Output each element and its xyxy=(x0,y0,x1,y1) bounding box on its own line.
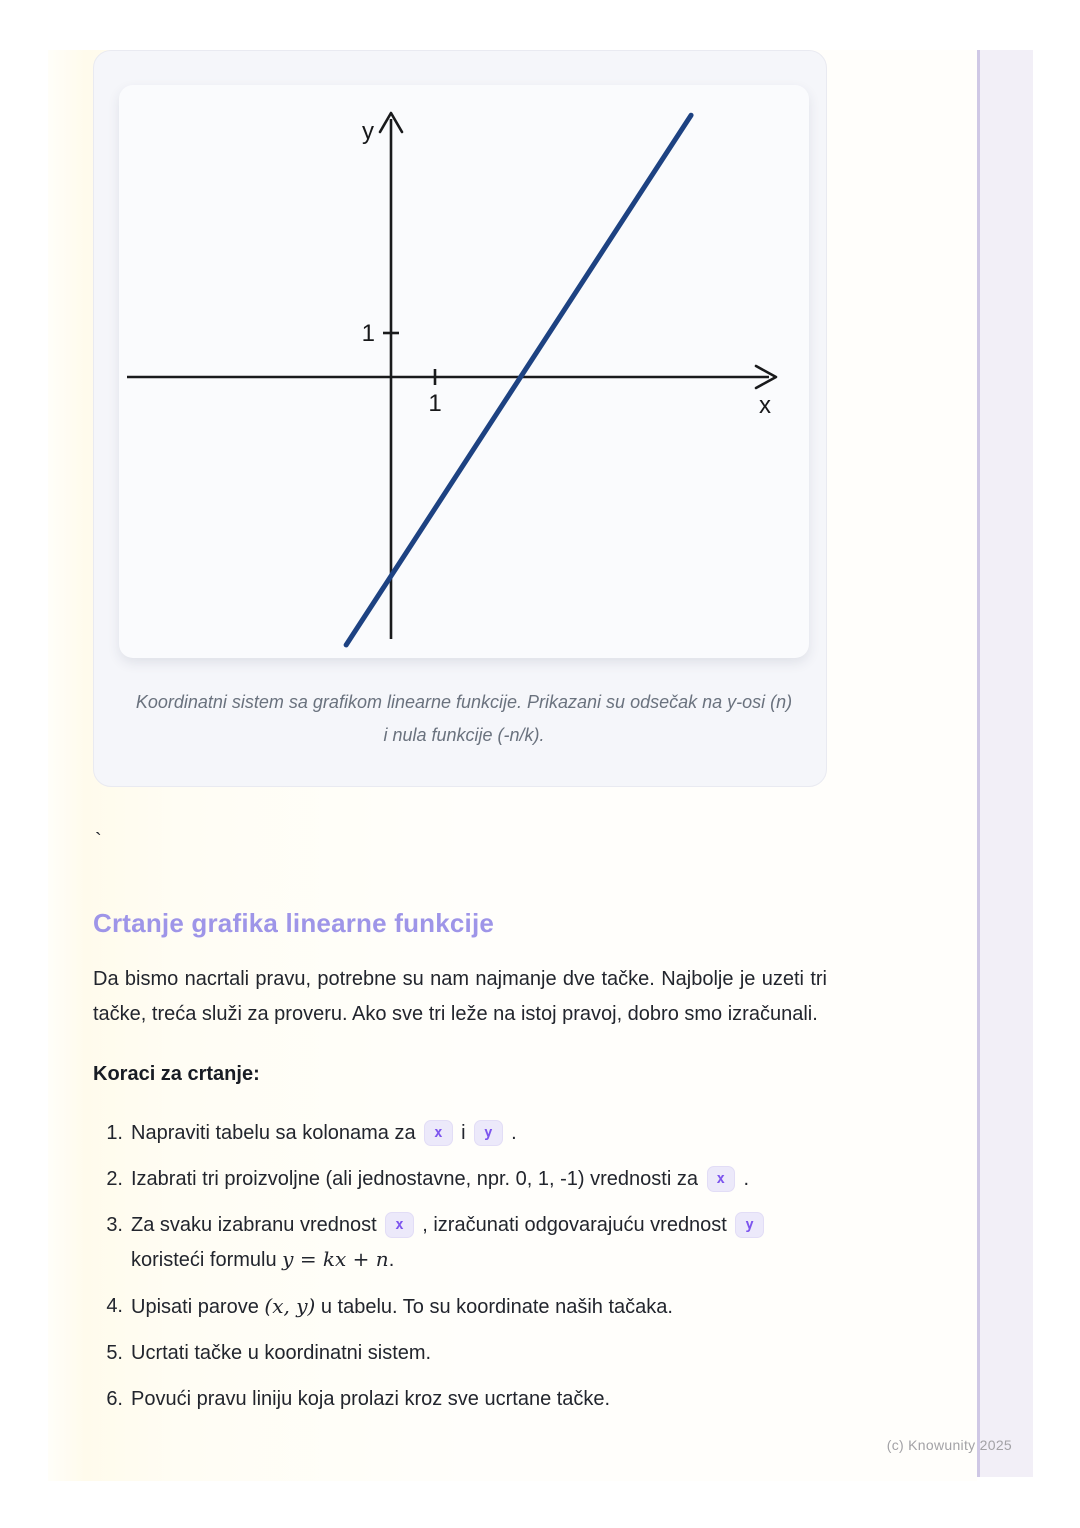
step-text-segment: Izabrati tri proizvoljne (ali jednostavne, npr. 0, 1, -1) vrednosti za xyxy=(131,1168,704,1190)
footer-copyright: (c) Knowunity 2025 xyxy=(886,1437,1012,1453)
step-text-segment: koristeći formulu xyxy=(131,1249,283,1271)
step-text xyxy=(131,1162,827,1196)
step-number: 4. xyxy=(106,1295,123,1317)
function-line xyxy=(346,115,691,645)
x-tick-label: 1 xyxy=(428,390,442,417)
linear-function-graph xyxy=(119,85,809,658)
math-pair-xy: (x, y) xyxy=(264,1294,316,1318)
step-text xyxy=(131,1382,827,1416)
intro-paragraph: Da bismo nacrtali pravu, potrebne su nam najmanje dve tačke. Najbolje je uzeti tri tačke, treća služi za proveru. Ako sve tri leže na istoj pravoj, dobro smo izračunali. xyxy=(93,968,827,1025)
figure-caption: Koordinatni sistem sa grafikom linearne funkcije. Prikazani su odsečak na y-osi (n) i nula funkcije (-n/k). xyxy=(135,692,793,745)
step-text-segment: i xyxy=(455,1122,472,1144)
step-text-segment: . xyxy=(737,1168,750,1190)
step-number: 2. xyxy=(106,1168,123,1190)
graph-card xyxy=(119,85,809,658)
inline-code-chip-x: x xyxy=(385,1212,413,1238)
step-number: 1. xyxy=(106,1122,123,1144)
step-text-segment: , izračunati odgovarajuću vrednost xyxy=(416,1214,733,1236)
next-page-edge xyxy=(977,50,1033,1477)
inline-code-chip-y: y xyxy=(474,1120,502,1146)
step-text xyxy=(131,1116,827,1150)
step-number: 5. xyxy=(106,1342,123,1364)
step-text xyxy=(131,1289,827,1324)
math-formula: y = kx + n xyxy=(282,1247,389,1271)
step-text-segment: Povući pravu liniju koja prolazi kroz sve ucrtane tačke. xyxy=(131,1388,611,1410)
step-text-segment: u tabelu. To su koordinate naših tačaka. xyxy=(315,1296,673,1318)
step-text xyxy=(131,1208,827,1277)
document-page xyxy=(93,50,827,1428)
step-text-segment: . xyxy=(388,1249,395,1271)
step-text-segment: Za svaku izabranu vrednost xyxy=(131,1214,383,1236)
step-item-6 xyxy=(93,1382,827,1416)
step-text-segment: Ucrtati tačke u koordinatni sistem. xyxy=(131,1342,432,1364)
y-axis-label: y xyxy=(362,118,374,145)
stray-backtick-text: ` xyxy=(95,830,102,852)
step-item-3 xyxy=(93,1208,827,1277)
inline-code-chip-y: y xyxy=(735,1212,763,1238)
y-tick-label: 1 xyxy=(361,320,375,347)
step-item-4 xyxy=(93,1289,827,1324)
figure-card xyxy=(93,50,827,787)
x-axis-label: x xyxy=(759,392,771,419)
step-text-segment: Upisati parove xyxy=(131,1296,265,1318)
inline-code-chip-x: x xyxy=(707,1166,735,1192)
steps-heading: Koraci za crtanje: xyxy=(93,1063,260,1085)
step-text xyxy=(131,1336,827,1370)
step-number: 3. xyxy=(106,1214,123,1236)
step-text-segment: Napraviti tabelu sa kolonama za xyxy=(131,1122,422,1144)
section-heading: Crtanje grafika linearne funkcije xyxy=(93,908,495,938)
step-item-1 xyxy=(93,1116,827,1150)
step-text-segment: . xyxy=(505,1122,517,1144)
step-item-5 xyxy=(93,1336,827,1370)
inline-code-chip-x: x xyxy=(424,1120,452,1146)
step-number: 6. xyxy=(106,1388,123,1410)
steps-list xyxy=(93,1116,827,1416)
step-item-2 xyxy=(93,1162,827,1196)
